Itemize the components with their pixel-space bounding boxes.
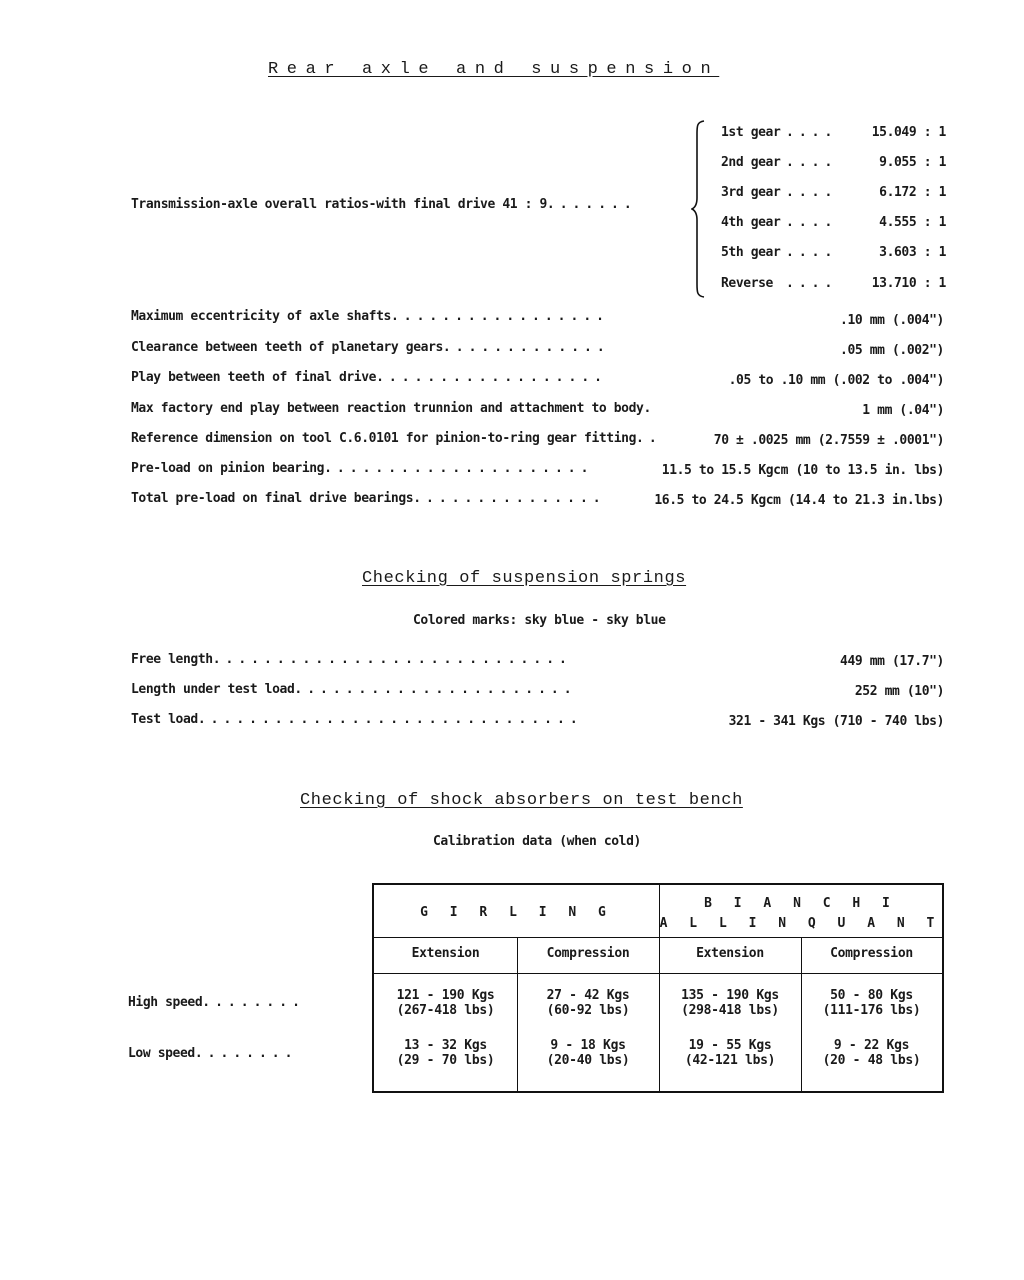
spec-label: Reference dimension on tool C.6.0101 for pinion-to-ring gear fitting — [131, 431, 637, 446]
row-label-text: High speed — [128, 995, 203, 1010]
spec-label-row — [131, 370, 607, 385]
cell-lbs: (20-40 lbs) — [546, 1053, 630, 1068]
gear-ratio-value: 9.055 : 1 — [879, 155, 946, 170]
leader-dots: ............................ — [212, 652, 572, 667]
gear-name: Reverse — [721, 276, 773, 291]
spec-value: 252 mm (10") — [854, 684, 944, 699]
cell-lbs: (267-418 lbs) — [396, 1003, 495, 1018]
spec-label-row — [131, 712, 583, 727]
spec-label-row — [131, 682, 577, 697]
table-cell-high-bianchi-comp — [801, 988, 942, 1018]
brand-header-bianchi: B I A N C H I — [704, 896, 897, 911]
spec-label: Play between teeth of final drive — [131, 370, 377, 385]
row-label-low-speed — [128, 1046, 297, 1061]
spec-label-row — [131, 309, 609, 324]
leader-dots: .. — [636, 431, 662, 446]
cell-kgs: 50 - 80 Kgs — [830, 988, 913, 1003]
springs-subtitle: Colored marks: sky blue - sky blue — [413, 613, 666, 628]
leader-dots: .... — [786, 185, 838, 200]
leader-dots: .... — [786, 155, 838, 170]
cell-kgs: 13 - 32 Kgs — [404, 1038, 487, 1053]
row-label-high-speed — [128, 995, 305, 1010]
leader-dots: .... — [786, 245, 838, 260]
leader-dots: ....... — [546, 197, 637, 212]
brace-icon — [691, 120, 705, 298]
leader-dots: ...................... — [294, 682, 577, 697]
cell-lbs: (60-92 lbs) — [546, 1003, 630, 1018]
spec-label: Maximum eccentricity of axle shafts — [131, 309, 391, 324]
table-cell-high-bianchi-ext — [659, 988, 801, 1018]
spec-label: Clearance between teeth of planetary gears — [131, 340, 443, 355]
spec-label-row — [131, 401, 656, 416]
table-cell-high-girling-comp — [517, 988, 659, 1018]
gear-ratio-value: 6.172 : 1 — [879, 185, 946, 200]
spec-label-row — [131, 431, 662, 446]
spec-label-row — [131, 461, 593, 476]
cell-lbs: (20 - 48 lbs) — [822, 1053, 921, 1068]
cell-kgs: 135 - 190 Kgs — [681, 988, 779, 1003]
spec-value: .10 mm (.004") — [840, 313, 944, 328]
leader-dots: ..................... — [324, 461, 594, 476]
table-cell-low-bianchi-comp — [801, 1038, 942, 1068]
column-header: Extension — [696, 946, 764, 961]
spec-label-row — [131, 652, 572, 667]
leader-dots: .... — [786, 215, 838, 230]
spec-value: .05 to .10 mm (.002 to .004") — [728, 373, 944, 388]
spec-label: Length under test load — [131, 682, 295, 697]
spec-value: 11.5 to 15.5 Kgcm (10 to 13.5 in. lbs) — [661, 463, 944, 478]
column-header: Compression — [830, 946, 913, 961]
spec-value: 321 - 341 Kgs (710 - 740 lbs) — [728, 714, 944, 729]
table-divider — [374, 973, 942, 974]
cell-lbs: (42-121 lbs) — [684, 1053, 776, 1068]
section-title-shock-absorbers: Checking of shock absorbers on test bench — [300, 791, 743, 810]
page-title: Rear axle and suspension — [268, 60, 720, 79]
spec-label: Max factory end play between reaction trunnion and attachment to body — [131, 401, 644, 416]
leader-dots: ........ — [202, 995, 305, 1010]
cell-lbs: (29 - 70 lbs) — [396, 1053, 495, 1068]
spec-value: 70 ± .0025 mm (2.7559 ± .0001") — [713, 433, 944, 448]
cell-kgs: 27 - 42 Kgs — [546, 988, 630, 1003]
spec-label: Total pre-load on final drive bearings — [131, 491, 414, 506]
leader-dots: ................. — [390, 309, 609, 324]
gear-name: 3rd gear — [721, 185, 781, 200]
gear-name: 5th gear — [721, 245, 781, 260]
cell-kgs: 121 - 190 Kgs — [396, 988, 495, 1003]
gear-ratio-value: 15.049 : 1 — [871, 125, 946, 140]
gear-ratio-value: 13.710 : 1 — [871, 276, 946, 291]
cell-kgs: 19 - 55 Kgs — [688, 1038, 772, 1053]
table-divider — [374, 937, 942, 938]
table-cell-low-bianchi-ext — [659, 1038, 801, 1068]
cell-lbs: (298-418 lbs) — [681, 1003, 779, 1018]
gear-ratio-value: 4.555 : 1 — [879, 215, 946, 230]
spec-value: 449 mm (17.7") — [840, 654, 944, 669]
leader-dots: .... — [786, 276, 838, 291]
leader-dots: .... — [786, 125, 838, 140]
shock-absorber-table — [372, 883, 944, 1093]
spec-label: Free length — [131, 652, 213, 667]
table-cell-low-girling-ext — [374, 1038, 517, 1068]
cell-kgs: 9 - 22 Kgs — [833, 1038, 910, 1053]
gear-name: 4th gear — [721, 215, 781, 230]
row-label-text: Low speed — [128, 1046, 195, 1061]
table-cell-high-girling-ext — [374, 988, 517, 1018]
spec-label: Pre-load on pinion bearing — [131, 461, 325, 476]
ratios-label-row — [131, 197, 637, 212]
section-title-springs: Checking of suspension springs — [362, 569, 687, 588]
column-header: Compression — [546, 946, 630, 961]
gear-name: 1st gear — [721, 125, 781, 140]
brand-header-allinquant: A L L I N Q U A N T — [659, 916, 942, 931]
gear-ratio-value: 3.603 : 1 — [879, 245, 946, 260]
shock-subtitle: Calibration data (when cold) — [433, 834, 641, 849]
leader-dots: ............... — [413, 491, 606, 506]
leader-dots: . — [643, 401, 657, 416]
spec-label-row — [131, 340, 610, 355]
gear-name: 2nd gear — [721, 155, 781, 170]
brand-header-girling: G I R L I N G — [420, 905, 613, 920]
leader-dots: .................. — [376, 370, 607, 385]
spec-value: 16.5 to 24.5 Kgcm (14.4 to 21.3 in.lbs) — [654, 493, 944, 508]
spec-label-row — [131, 491, 606, 506]
ratios-label: Transmission-axle overall ratios-with final drive 41 : 9 — [131, 197, 547, 212]
leader-dots: .............................. — [197, 712, 583, 727]
spec-value: 1 mm (.04") — [862, 403, 944, 418]
cell-lbs: (111-176 lbs) — [822, 1003, 921, 1018]
spec-value: .05 mm (.002") — [840, 343, 944, 358]
leader-dots: ........ — [194, 1046, 298, 1061]
cell-kgs: 9 - 18 Kgs — [550, 1038, 626, 1053]
leader-dots: ............. — [442, 340, 610, 355]
spec-label: Test load — [131, 712, 198, 727]
table-cell-low-girling-comp — [517, 1038, 659, 1068]
column-header: Extension — [411, 946, 480, 961]
